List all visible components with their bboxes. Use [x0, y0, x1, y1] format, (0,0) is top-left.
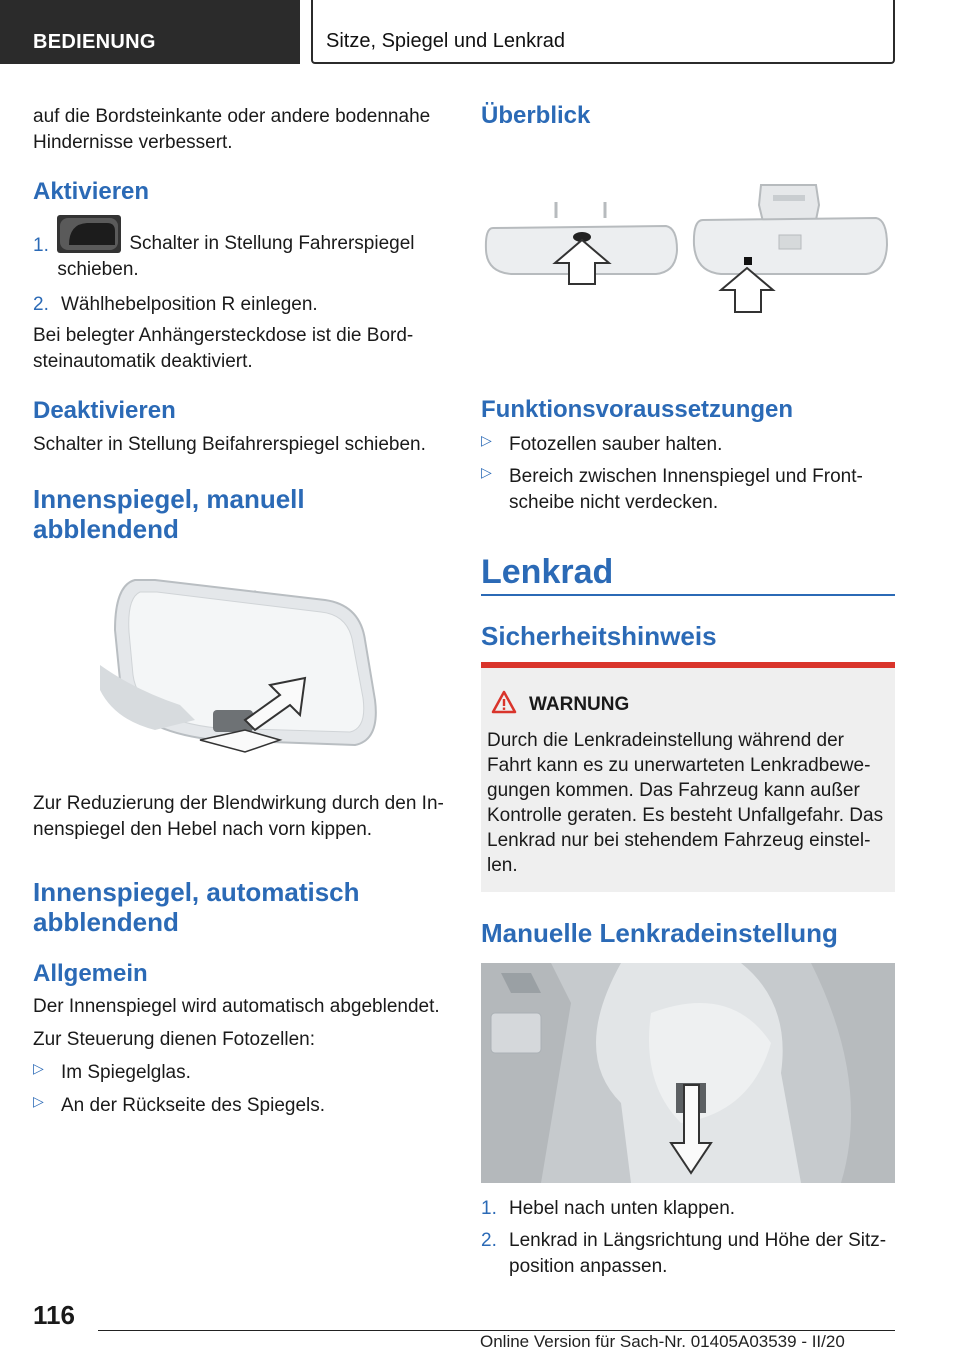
switch-icon [57, 215, 121, 253]
warning-box [481, 662, 895, 892]
chapter-tab: Sitze, Spiegel und Lenkrad [311, 0, 895, 64]
warning-icon [491, 690, 517, 719]
triangle-bullet-icon: ▷ [33, 1060, 44, 1076]
step-text: Schalter in Stellung Fahrerspiegel schieben. [57, 233, 415, 280]
bullet-text: Bereich zwischen Innenspiegel und Frontscheibe nicht verdecken. [509, 466, 863, 513]
heading-sicherheit: Sicherheitshinweis [481, 621, 717, 651]
triangle-bullet-icon: ▷ [481, 432, 492, 448]
allgemein-text-2: Zur Steuerung dienen Fotozellen: [33, 1029, 316, 1050]
triangle-bullet-icon: ▷ [481, 464, 492, 480]
heading-lenkrad: Lenkrad [481, 553, 614, 591]
triangle-bullet-icon: ▷ [33, 1093, 44, 1109]
step-number: 2. [33, 294, 49, 315]
divider [481, 594, 895, 596]
heading-allgemein: Allgemein [33, 960, 148, 987]
bullet-text: Fotozellen sauber halten. [509, 434, 723, 455]
warning-title: WARNUNG [529, 694, 630, 715]
list-item [33, 1093, 325, 1119]
heading-manuell: Innenspiegel, manuell abblendend [33, 484, 305, 544]
step-text: Hebel nach unten klappen. [509, 1198, 736, 1219]
step-number: 1. [33, 235, 49, 256]
heading-funktion: Funktionsvoraussetzungen [481, 396, 794, 423]
note-text: Bei belegter Anhängersteckdose ist die Bordsteinautomatik deaktiviert. [33, 325, 414, 372]
deaktivieren-text: Schalter in Stellung Beifahrerspiegel schieben. [33, 434, 426, 455]
heading-deaktivieren: Deaktivieren [33, 397, 176, 424]
heading-automatisch: Innenspiegel, automatisch abblendend [33, 877, 360, 937]
footer-text: Online Version für Sach-Nr. 01405A03539 - II/20 [480, 1332, 845, 1351]
step-number: 2. [481, 1230, 497, 1251]
list-item [481, 1196, 735, 1222]
page-header [0, 0, 960, 66]
section-tab: BEDIENUNG [0, 0, 300, 64]
page-number: 116 [33, 1300, 75, 1330]
mirror-manual-image [95, 570, 385, 765]
list-item [481, 432, 722, 458]
step-text: Wählhebelposition R einlegen. [61, 294, 318, 315]
list-item [33, 292, 443, 318]
footer-divider [98, 1330, 895, 1331]
step-text: Lenkrad in Längsrichtung und Höhe der Sitzposition anpassen. [509, 1230, 887, 1277]
photocell-overview-image [481, 180, 895, 320]
list-item [481, 1228, 895, 1280]
step-number: 1. [481, 1198, 497, 1219]
heading-manuelle-lenkradeinstellung: Manuelle Lenkradeinstellung [481, 918, 838, 948]
warning-text: Durch die Lenkradeinstellung während der Fahrt kann es zu unerwarteten Lenkradbewegungen kommen. Das Fahrzeug kann außer Kontrolle geraten. Es besteht Unfallgefahr. Das Lenkrad nur bei stehendem Fahrzeug einstellen. [487, 730, 884, 876]
heading-ueberblick: Überblick [481, 102, 591, 129]
allgemein-text-1: Der Innenspiegel wird automatisch abgeblendet. [33, 996, 440, 1017]
steering-column-image [481, 963, 895, 1183]
list-item [33, 1060, 191, 1086]
bullet-text: An der Rückseite des Spiegels. [61, 1095, 326, 1116]
list-item [33, 215, 443, 283]
list-item [481, 464, 895, 516]
intro-text: auf die Bordsteinkante oder andere bodennahe Hindernisse verbessert. [33, 106, 431, 153]
manuell-text: Zur Reduzierung der Blendwirkung durch den Innenspiegel den Hebel nach vorn kippen. [33, 793, 444, 840]
heading-aktivieren: Aktivieren [33, 178, 150, 205]
bullet-text: Im Spiegelglas. [61, 1062, 191, 1083]
